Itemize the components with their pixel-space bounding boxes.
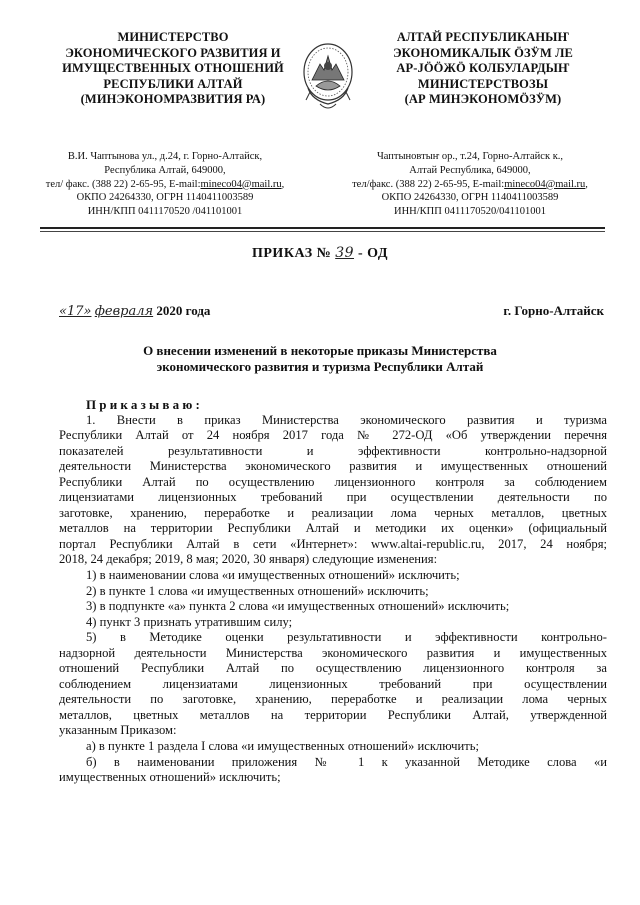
body-line: Республики Алтай от 24 ноября 2017 года № 272-ОД «Об утверждении перечня [59,428,607,443]
body-line: Республики Алтай по осуществлению лицензионного контроля за соблюдением [59,474,607,489]
body-line: 3) в подпункте «а» пункта 2 слова «и имущественных отношений» исключить; [86,599,510,614]
order-number: 39 [335,245,355,261]
body-line: а) в пункте 1 раздела I слова «и имущественных отношений» исключить; [86,739,479,754]
body-line: 2018, 24 декабря; 2019, 8 мая; 2020, 30 января) следующие изменения: [59,552,438,567]
email-link[interactable]: mineco04@mail.ru [200,178,282,190]
date-day: 17 [66,304,84,319]
document-body [59,397,607,786]
body-line: 4) пункт 3 признать утратившим силу; [86,614,293,629]
body-line: портал Республики Алтай в сети «Интернет»: www.altai-republic.ru, 2017, 24 ноября; [59,536,607,551]
order-heading: ПРИКАЗ № 39 - ОД [251,245,389,261]
body-line: металлов, цветных металлов на территории Республики Алтай, утвержденной [59,707,607,722]
ministry-name-russian: МИНИСТЕРСТВО ЭКОНОМИЧЕСКОГО РАЗВИТИЯ И ИМУЩЕСТВЕННЫХ ОТНОШЕНИЙ РЕСПУБЛИКИ АЛТАЙ (МИНЭКОНОМРАЗВИТИЯ РА) [62,30,284,106]
address-block-altai: Чаптыновтыҥ ор., т.24, Горно-Алтайск к., Алтай Республика, 649000, тел/факс. (388 22) 2-65-95, E-mail:mineco04@mail.ru, ОКПО 24264330, ОГРН 1140411003589 ИНН/КПП 0411170520/041101001 [352,151,588,218]
header-divider [40,227,605,229]
body-line: указанным Приказом: [59,723,177,738]
body-line: 5) в Методике оценки результативности и эффективности контрольно- [86,630,607,645]
document-title: О внесении изменений в некоторые приказы Министерства экономического развития и туризма Республики Алтай [143,343,497,374]
body-line: металлов на территории Республики Алтай и методики их оценки» (официальный [59,521,607,536]
body-line: деятельности по заготовке, хранению, переработке и реализации лома черных [59,692,607,707]
email-link[interactable]: mineco04@mail.ru [504,178,586,190]
body-line: лицензиатами лицензионных требований при осуществлении деятельности по [59,490,607,505]
body-line: показателей результативности и эффективности контрольно-надзорной [59,443,607,458]
header-divider-thin [40,231,605,232]
ministry-name-altai: АЛТАЙ РЕСПУБЛИКАНЫҤ ЭКОНОМИКАЛЫК ӦЗӰМ ЛЕ АР-ЈӦӦЖӦ КОЛБУЛАРДЫҤ МИНИСТЕРСТВОЗЫ (АР МИНЭКОНОМӦЗӰМ) [393,30,573,106]
body-line: надзорной деятельности Министерства экономического развития и имущественных [59,645,607,660]
body-line: соблюдением лицензиатами лицензионных требований при осуществлении [59,676,607,691]
body-line: б) в наименовании приложения № 1 к указанной Методике слова «и [86,754,607,769]
address-block-russian: В.И. Чаптынова ул., д.24, г. Горно-Алтайск, Республика Алтай, 649000, тел/ факс. (388 22) 2-65-95, E-mail:mineco04@mail.ru, ОКПО 24264330, ОГРН 1140411003589 ИНН/КПП 0411170520 /041101001 [45,151,285,218]
prikazyvayu-heading: Приказываю: [86,397,203,412]
body-line: деятельности Министерства экономического развития и имущественных отношений [59,459,607,474]
city: г. Горно-Алтайск [503,303,604,318]
date-year: 2020 года [156,303,211,318]
date-month: февраля [94,304,154,319]
body-line: 2) в пункте 1 слова «и имущественных отношений» исключить; [86,583,429,598]
body-line: отношений Республики Алтай по осуществлению лицензионного контроля за [59,661,607,676]
body-line: 1. Внести в приказ Министерства экономического развития и туризма [86,412,607,427]
body-line: имущественных отношений» исключить; [59,770,281,785]
body-line: заготовке, хранению, переработке и реализации лома черных металлов, цветных [59,505,607,520]
order-date: «17» февраля 2020 года [59,303,211,319]
body-line: 1) в наименовании слова «и имущественных отношений» исключить; [86,568,460,583]
coat-of-arms-emblem [302,42,354,114]
